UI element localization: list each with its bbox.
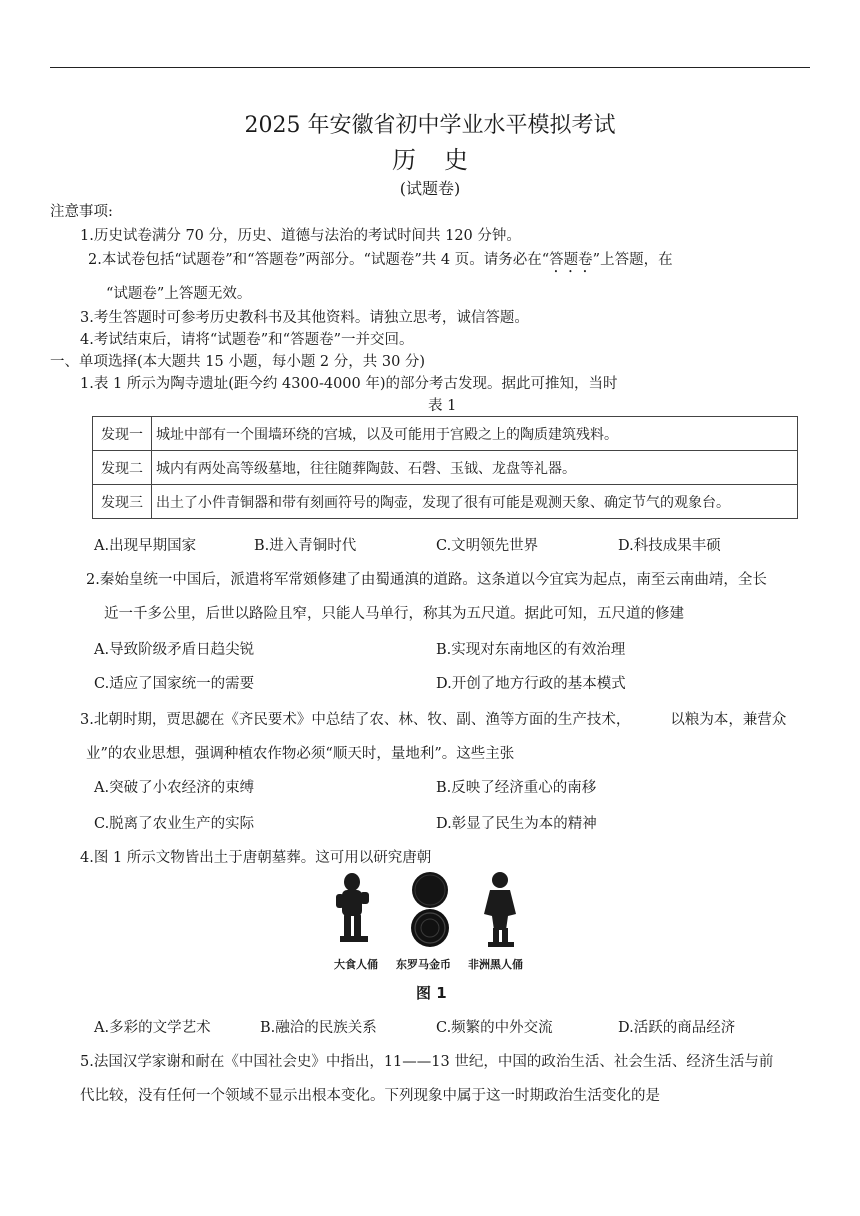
exam-title: 2025 年安徽省初中学业水平模拟考试 <box>244 113 616 138</box>
findings-table <box>92 416 798 519</box>
table-row <box>93 451 798 485</box>
top-rule <box>50 67 810 68</box>
row-text: 出土了小件青铜器和带有刻画符号的陶壶，发现了很有可能是观测天象、确定节气的观象台。 <box>152 485 798 519</box>
q5-line1: 5.法国汉学家谢和耐在《中国社会史》中指出，11——13 世纪，中国的政治生活、社会生活、经济生活与前 <box>80 1054 774 1070</box>
row-text: 城内有两处高等级墓地，往往随葬陶鼓、石磬、玉钺、龙盘等礼器。 <box>152 451 798 485</box>
section-heading: 一、单项选择(本大题共 15 小题，每小题 2 分，共 30 分) <box>50 354 426 370</box>
q5-line2: 代比较，没有任何一个领域不显示出根本变化。下列现象中属于这一时期政治生活变化的是 <box>80 1088 660 1104</box>
row-label: 发现二 <box>93 451 152 485</box>
q3-option-b: B.反映了经济重心的南移 <box>436 780 597 796</box>
q1-option-a: A.出现早期国家 <box>94 538 197 554</box>
q3-line1: 3.北朝时期，贾思勰在《齐民要术》中总结了农、林、牧、副、渔等方面的生产技术， 以粮为本，兼营众 <box>80 712 787 728</box>
emphasis-dots: 答题卷 <box>549 252 593 268</box>
q3-line2: 业”的农业思想，强调种植农作物必须“顺天时，量地利”。这些主张 <box>86 746 515 762</box>
q3-option-d: D.彰显了民生为本的精神 <box>436 816 597 832</box>
note-3: 3.考生答题时可参考历史教科书及其他资料。请独立思考，诚信答题。 <box>80 310 529 326</box>
african-figurine-image <box>484 872 516 947</box>
q1-option-d: D.科技成果丰硕 <box>618 538 721 554</box>
q4-option-a: A.多彩的文学艺术 <box>94 1020 211 1036</box>
artifact-images <box>330 870 530 956</box>
q4-option-c: C.频繁的中外交流 <box>436 1020 553 1036</box>
note-2: 2.本试卷包括“试题卷”和“答题卷”两部分。“试题卷”共 4 页。请务必在“答题卷”上答题，在 <box>88 252 673 268</box>
table-title: 表 1 <box>428 398 457 414</box>
q2-line2: 近一千多公里，后世以路险且窄，只能人马单行，称其为五尺道。据此可知，五尺道的修建 <box>104 606 684 622</box>
caption-gold-coin: 东罗马金币 <box>396 958 451 971</box>
gold-coin-image <box>411 872 449 947</box>
row-label: 发现一 <box>93 417 152 451</box>
q3-option-a: A.突破了小农经济的束缚 <box>94 780 255 796</box>
q4-option-b: B.融洽的民族关系 <box>260 1020 377 1036</box>
q1-option-c: C.文明领先世界 <box>436 538 539 554</box>
q2-option-a: A.导致阶级矛盾日趋尖锐 <box>94 642 255 658</box>
caption-arab-figurine: 大食人俑 <box>334 958 378 971</box>
note-4: 4.考试结束后，请将“试题卷”和“答题卷”一并交回。 <box>80 332 414 348</box>
note-2-cont: “试题卷”上答题无效。 <box>106 286 252 302</box>
row-text: 城址中部有一个围墙环绕的宫城，以及可能用于宫殿之上的陶质建筑残料。 <box>152 417 798 451</box>
q4-option-d: D.活跃的商品经济 <box>618 1020 736 1036</box>
row-label: 发现三 <box>93 485 152 519</box>
q2-line1: 2.秦始皇统一中国后，派遣将军常頞修建了由蜀通滇的道路。这条道以今宜宾为起点，南至云南曲靖，全长 <box>86 572 767 588</box>
q1-stem: 1.表 1 所示为陶寺遗址(距今约 4300-4000 年)的部分考古发现。据此可推知，当时 <box>80 376 618 392</box>
q2-option-d: D.开创了地方行政的基本模式 <box>436 676 626 692</box>
booklet-label: (试题卷) <box>399 179 461 198</box>
arab-figurine-image <box>336 873 369 942</box>
q2-option-c: C.适应了国家统一的需要 <box>94 676 255 692</box>
exam-subject: 历史 <box>392 146 496 174</box>
figure-label: 图 1 <box>416 984 447 1002</box>
q3-option-c: C.脱离了农业生产的实际 <box>94 816 255 832</box>
q1-option-b: B.进入青铜时代 <box>254 538 357 554</box>
table-row <box>93 485 798 519</box>
notes-heading: 注意事项: <box>50 204 113 220</box>
q4-stem: 4.图 1 所示文物皆出土于唐朝墓葬。这可用以研究唐朝 <box>80 850 432 866</box>
table-row <box>93 417 798 451</box>
caption-african-figurine: 非洲黑人俑 <box>468 958 523 971</box>
figure-1-artifacts <box>330 870 530 970</box>
q2-option-b: B.实现对东南地区的有效治理 <box>436 642 626 658</box>
note-1: 1.历史试卷满分 70 分，历史、道德与法治的考试时间共 120 分钟。 <box>80 228 521 244</box>
